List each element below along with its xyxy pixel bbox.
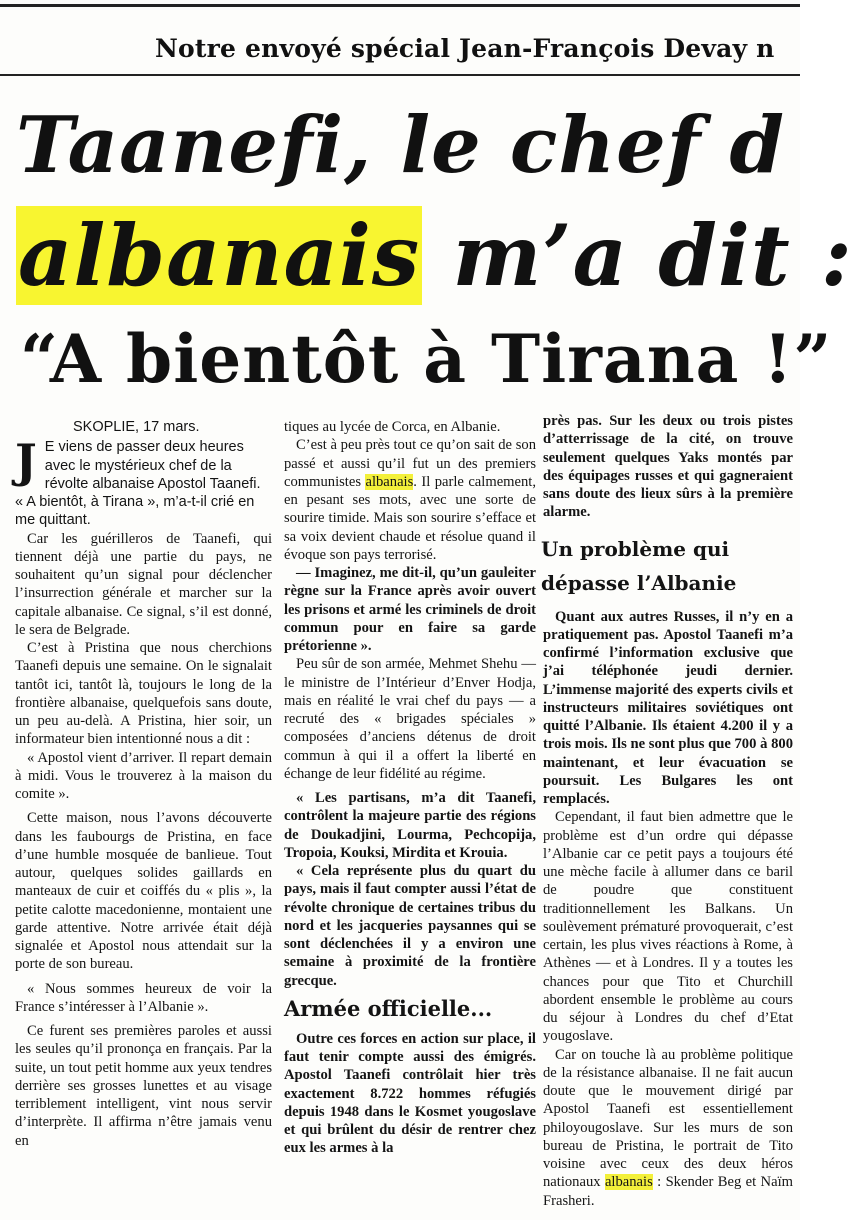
- paragraph: « Apostol vient d’arriver. Il repart demain à midi. Vous le trouverez à la maison du comite ».: [15, 749, 272, 802]
- highlighted-word: albanais: [365, 473, 414, 490]
- lead-paragraph: [15, 434, 272, 529]
- subhead-armee: Armée officielle...: [284, 995, 493, 1021]
- headline-quote: “A bientôt à Tirana !”: [20, 320, 833, 398]
- drop-cap: J: [15, 434, 37, 489]
- paragraph-part: : Skender Beg et Naïm Frasheri.: [543, 1174, 793, 1209]
- paragraph: Cette maison, nous l’avons découverte dans les faubourgs de Pristina, en face d’une humble mosquée de banlieue. Tout autour, quelques solides gaillards en manteaux de cuir et coiffés du « plis », la petite calotte macedonienne, montaient une garde attentive. Notre arrivée était déjà signalée et Apostol nous attendait sur la porte de son bureau.: [15, 810, 272, 973]
- article-column-3: [543, 412, 793, 1210]
- top-rule: [0, 4, 800, 7]
- paragraph-part: Car on touche là au problème politique de la résistance albanaise. Il ne fait aucun doute que le mouvement dirigé par Apostol Taanefi est essentiellement philoyougoslave. Sur les murs de son bureau de Pristina, le portrait de Tito voisine avec ceux des deux héros nationaux: [543, 1046, 793, 1191]
- paragraph: Ce furent ses premières paroles et aussi les seules qu’il prononça en français. Par la suite, un tout petit homme aux yeux tendres derrière ses grosses lunettes et au visage terriblement intelligent, vint nous servir d’interprète. Il affirma n’être jamais venu en: [15, 1023, 272, 1149]
- paragraph: Cependant, il faut bien admettre que le problème est d’un ordre qui dépasse l’Albanie car ce petit pays a toujours été une mèche facile à allumer dans ce baril de poudre que constituent traditionnellement les Balkans. Un soulèvement prématuré provoquerait, c’est certain, les plus vives réactions à Rome, à Athènes — et à Londres. Il y a toutes les chances pour que Tito et Churchill abordent ensemble le problème au cours du séjour à Londres du chef d’Etat yougoslave.: [543, 809, 793, 1045]
- headline-line-2-rest: m’a dit :: [422, 206, 853, 305]
- byline: Notre envoyé spécial Jean-François Devay n: [155, 34, 775, 63]
- article-column-1: [15, 418, 272, 1150]
- headline-highlight: albanais: [18, 206, 421, 305]
- article-column-2: [284, 418, 536, 1158]
- paragraph-part: . Il parle calmement, en pesant ses mots, avec une sorte de sourire timide. Mais son sourire s’efface et sa voix devient chaude et résolue quand il évoque son pays terrorisé.: [284, 473, 536, 563]
- lead-text: E viens de passer deux heures avec le mystérieux chef de la révolte albanaise Apostol Taanefi. « A bientôt, à Tirana », m’a-t-il crié en me quittant.: [15, 439, 261, 529]
- subhead-probleme: [541, 532, 793, 600]
- paragraph: — Imaginez, me dit-il, qu’un gauleiter règne sur la France après avoir ouvert les prisons et armé les criminels de droit commun pour en faire sa garde prétorienne ».: [284, 565, 536, 654]
- paragraph: [284, 436, 536, 564]
- paragraph: près pas. Sur les deux ou trois pistes d’atterrissage de la cité, on trouve seulement quelques Yaks montés par des équipages russes et qui gagneraient sans doute des lieux sûrs à la première alarme.: [543, 413, 793, 521]
- paragraph: tiques au lycée de Corca, en Albanie.: [284, 419, 501, 435]
- paragraph: « Les partisans, m’a dit Taanefi, contrôlent la majeure partie des régions de Doukadjini, Lourma, Pechcopija, Tropoia, Kouksi, Mirdita et Krouia.: [284, 790, 536, 861]
- paragraph: « Cela représente plus du quart du pays, mais il faut compter aussi l’état de révolte chronique de certaines tribus du nord et les jacqueries paysannes qui se sont déclenchées il y a environ une semaine à proximité de la frontière grecque.: [284, 863, 536, 989]
- byline-rule: [0, 74, 800, 76]
- paragraph-part: C’est à peu près tout ce qu’on sait de son passé et aussi qu’il fut un des premiers communistes: [284, 437, 536, 490]
- paragraph: Outre ces forces en action sur place, il faut tenir compte aussi des émigrés. Apostol Taanefi contrôlait hier très exactement 8.722 hommes réfugiés depuis 1948 dans le Kosmet yougoslave et qui brûlent du désir de rentrer chez eux les armes à la: [284, 1030, 536, 1157]
- highlighted-word: albanais: [604, 1174, 653, 1191]
- paragraph: « Nous sommes heureux de voir la France s’intéresser à l’Albanie ».: [15, 980, 272, 1015]
- paragraph: Peu sûr de son armée, Mehmet Shehu — le ministre de l’Intérieur d’Enver Hodja, mais en réalité le vrai chef du pays — a recruté des « brigades spéciales » composées d’anciens détenus de droit commun à qui il a offert la liberté en échange de leur fidélité au régime.: [284, 656, 536, 782]
- subhead-line-1: Un problème qui: [541, 536, 730, 561]
- subhead-line-2: dépasse l’Albanie: [541, 570, 737, 595]
- paragraph: C’est à Pristina que nous cherchions Taanefi depuis une semaine. On le signalait tantôt ici, tantôt là, toujours le long de la frontière albanaise, quelquefois sans doute, un peu au-delà. A Pristina, hier soir, un informateur bien intentionné nous a dit :: [15, 640, 272, 748]
- headline-line-1: Taanefi, le chef d: [16, 100, 785, 191]
- paragraph: Quant aux autres Russes, il n’y en a pratiquement pas. Apostol Taanefi m’a confirmé l’information exclusive que j’ai téléphonée jeudi dernier. L’immense majorité des experts civils et instructeurs militaires soviétiques ont quitté l’Albanie. Ils étaient 4.200 il y a trois mois. Ils ne sont plus que 700 à 800 maintenant, et leur évacuation se poursuit. Les Bulgares les ont remplacés.: [543, 608, 793, 807]
- headline-line-2: [16, 206, 853, 305]
- paragraph: [543, 1046, 793, 1210]
- dateline: SKOPLIE, 17 mars.: [73, 419, 200, 435]
- paragraph: Car les guérilleros de Taanefi, qui tiennent déjà une partie du pays, ne souhaitent qu’un signal pour déclencher l’insurrection générale et marcher sur la capitale albanaise. Ce signal, s’il est donné, le sera de Belgrade.: [15, 530, 272, 638]
